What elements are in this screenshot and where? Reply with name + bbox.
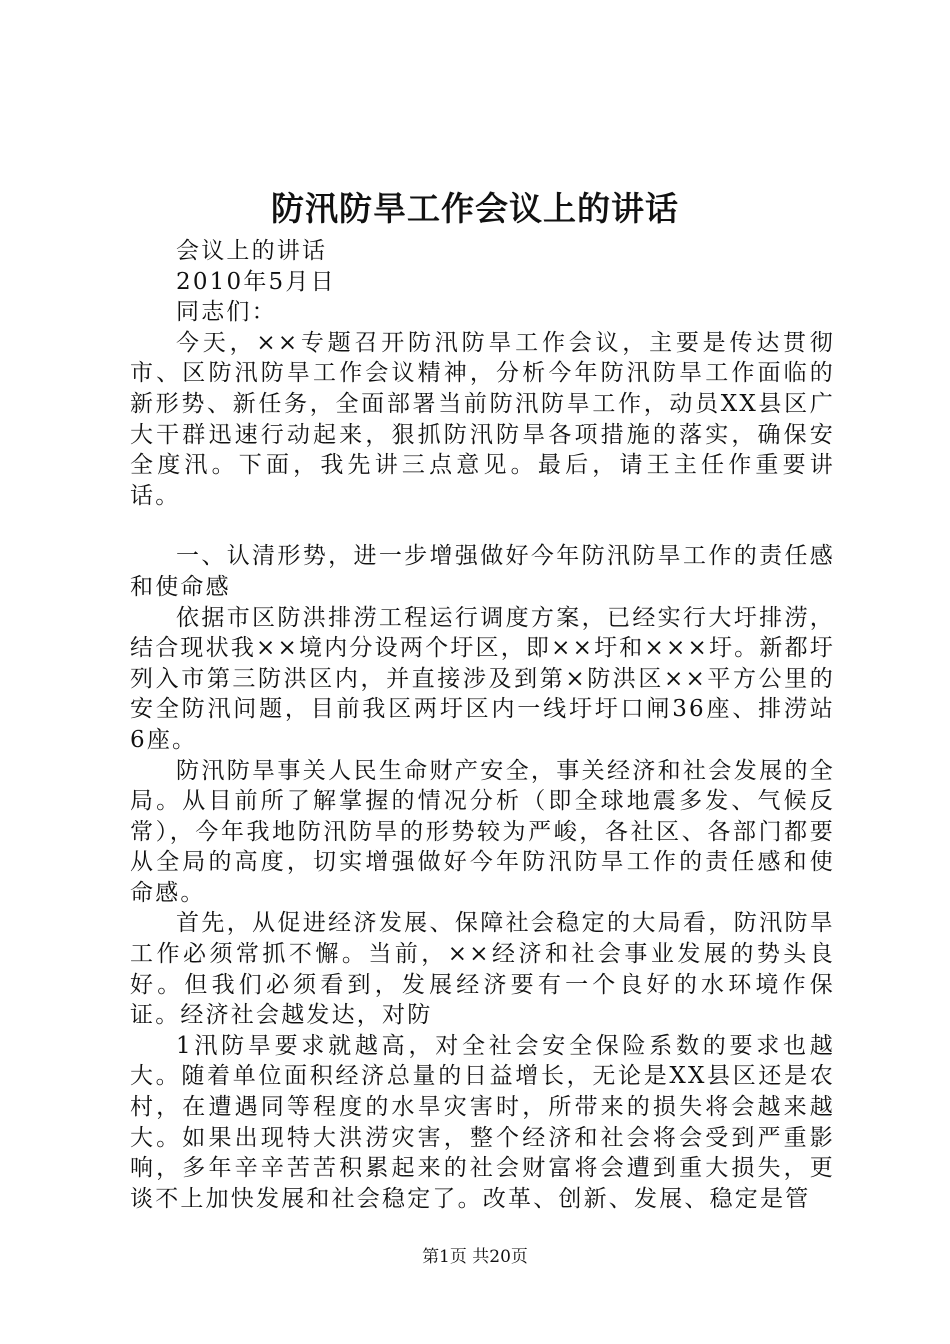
section-heading-1: 一、认清形势，进一步增强做好今年防汛防旱工作的责任感和使命感 [130,543,835,600]
paragraph-salutation: 同志们： [176,299,277,326]
paragraph-body: 依据市区防洪排涝工程运行调度方案，已经实行大圩排涝，结合现状我××境内分设两个圩区，即××圩和×××圩。新都圩列入市第三防洪区内，并直接涉及到第×防洪区××平方公里的安全防汛问题，目前我区两圩区内一线圩圩口闸36座、排涝站6座。 [130,604,835,753]
paragraph-date: 2010年5月日 [176,268,336,295]
document-title: 防汛防旱工作会议上的讲话 [271,189,679,228]
paragraph-body: 首先，从促进经济发展、保障社会稳定的大局看，防汛防旱工作必须常抓不懈。当前，××经济和社会事业发展的势头良好。但我们必须看到，发展经济要有一个良好的水环境作保证。经济社会越发达，对防 [130,910,835,1029]
paragraph-body: 1汛防旱要求就越高，对全社会安全保险系数的要求也越大。随着单位面积经济总量的日益增长，无论是XX县区还是农村，在遭遇同等程度的水旱灾害时，所带来的损失将会越来越大。如果出现特大洪涝灾害，整个经济和社会将会受到严重影响，多年辛辛苦苦积累起来的社会财富将会遭到重大损失，更谈不上加快发展和社会稳定了。改革、创新、发展、稳定是管 [130,1032,835,1212]
paragraph-intro: 今天，××专题召开防汛防旱工作会议，主要是传达贯彻市、区防汛防旱工作会议精神，分析今年防汛防旱工作面临的新形势、新任务，全面部署当前防汛防旱工作，动员XX县区广大干群迅速行动起来，狠抓防汛防旱各项措施的落实，确保安全度汛。下面，我先讲三点意见。最后，请王主任作重要讲话。 [130,329,835,509]
document-body [130,236,835,1214]
paragraph-subtitle: 会议上的讲话 [176,238,328,264]
paragraph-body: 防汛防旱事关人民生命财产安全，事关经济和社会发展的全局。从目前所了解掌握的情况分析（即全球地震多发、气候反常），今年我地防汛防旱的形势较为严峻，各社区、各部门都要从全局的高度，切实增强做好今年防汛防旱工作的责任感和使命感。 [130,757,835,906]
page-footer: 第1页 共20页 [422,1247,528,1267]
